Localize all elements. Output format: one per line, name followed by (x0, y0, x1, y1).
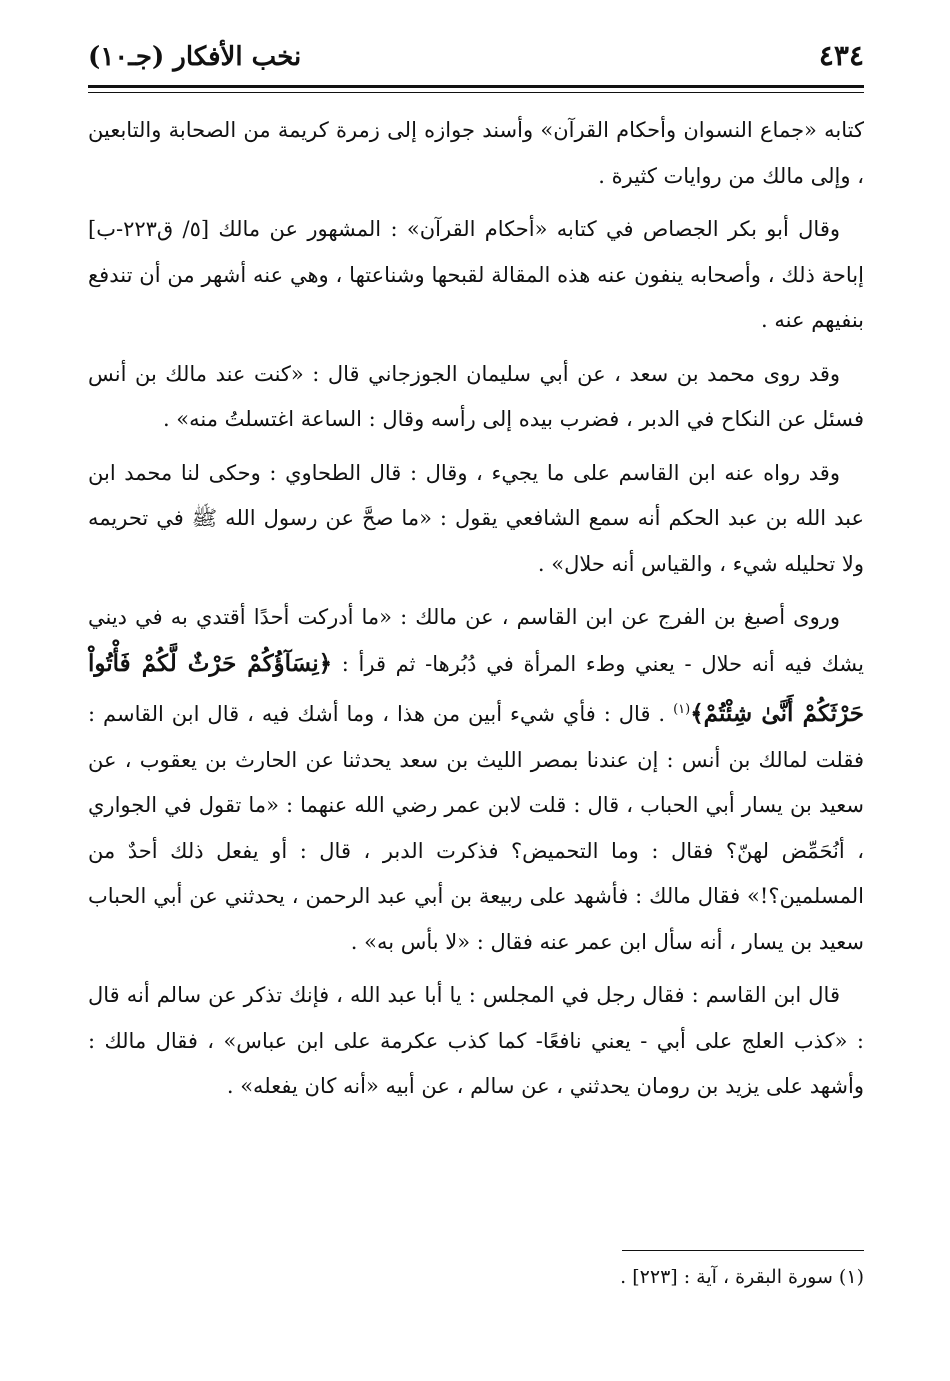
paragraph-6: قال ابن القاسم : فقال رجل في المجلس : يا أبا عبد الله ، فإنك تذكر عن سالم أنه قال : «كذب العلج على أبي - يعني نافعًا- كما كذب عكرمة على ابن عباس» ، فقال مالك : وأشهد على يزيد بن رومان يحدثني ، عن سالم ، عن أبيه «أنه كان يفعله» . (88, 983, 864, 1098)
page-header (88, 38, 864, 82)
main-text (88, 108, 864, 1118)
paragraph-5 (88, 595, 864, 965)
paragraph-5-rest: . قال : فأي شيء أبين من هذا ، وما أشك فيه ، قال ابن القاسم : فقلت لمالك بن أنس : إن عندنا بمصر الليث بن سعد يحدثنا عن الحارث بن يعقوب ، عن سعيد بن يسار أبي الحباب ، قال : قلت لابن عمر رضي الله عنهما : «ما تقول في الجواري ، أنُحَمِّض لهنّ؟ فقال : وما التحميض؟ فذكرت الدبر ، قال : أو يفعل ذلك أحدٌ من المسلمين؟!» فقال مالك : فأشهد على ربيعة بن أبي عبد الرحمن ، يحدثني عن أبي الحباب سعيد بن يسار ، أنه سأل ابن عمر عنه فقال : «لا بأس به» . (88, 702, 864, 954)
paragraph-3: وقد روى محمد بن سعد ، عن أبي سليمان الجوزجاني قال : «كنت عند مالك بن أنس فسئل عن النكاح في الدبر ، فضرب بيده إلى رأسه وقال : الساعة اغتسلتُ منه» . (88, 361, 864, 431)
page-number: ٤٣٤ (818, 39, 864, 72)
header-rule-thin (88, 92, 864, 93)
paragraph-2: وقال أبو بكر الجصاص في كتابه «أحكام القرآن» : المشهور عن مالك [٥/ ق٢٢٣-ب] إباحة ذلك ، وأصحابه ينفون عنه هذه المقالة لقبحها وشناعتها ، وهي عنه أشهر من أن تندفع بنفيهم عنه . (88, 217, 864, 332)
header-rule (88, 85, 864, 88)
paragraph-1: كتابه «جماع النسوان وأحكام القرآن» وأسند جوازه إلى زمرة كريمة من الصحابة والتابعين ، وإلى مالك من روايات كثيرة . (88, 118, 864, 188)
running-title: نخب الأفكار (جـ١٠) (88, 42, 302, 72)
paragraph-5-intro: وروى أصبغ بن الفرج عن ابن القاسم ، عن مالك : «ما أدركت أحدًا أقتدي به في ديني يشك فيه أنه حلال - يعني وطء المرأة في دُبُرها- ثم قرأ : (88, 605, 864, 676)
paragraph-4: وقد رواه عنه ابن القاسم على ما يجيء ، وقال : قال الطحاوي : وحكى لنا محمد ابن عبد الله بن عبد الحكم أنه سمع الشافعي يقول : «ما صحَّ عن رسول الله ﷺ في تحريمه ولا تحليله شيء ، والقياس أنه حلال» . (88, 460, 864, 576)
footnote-reference: (١) (673, 702, 691, 717)
footnote: (١) سورة البقرة ، آية : [٢٢٣] . (620, 1266, 864, 1288)
quran-verse: ﴿نِسَآؤُكُمْ حَرْثٌ لَّكُمْ فَأْتُواْ حَرْثَكُمْ أَنَّىٰ شِئْتُمْ﴾ (88, 649, 864, 727)
footnote-rule (622, 1250, 864, 1251)
